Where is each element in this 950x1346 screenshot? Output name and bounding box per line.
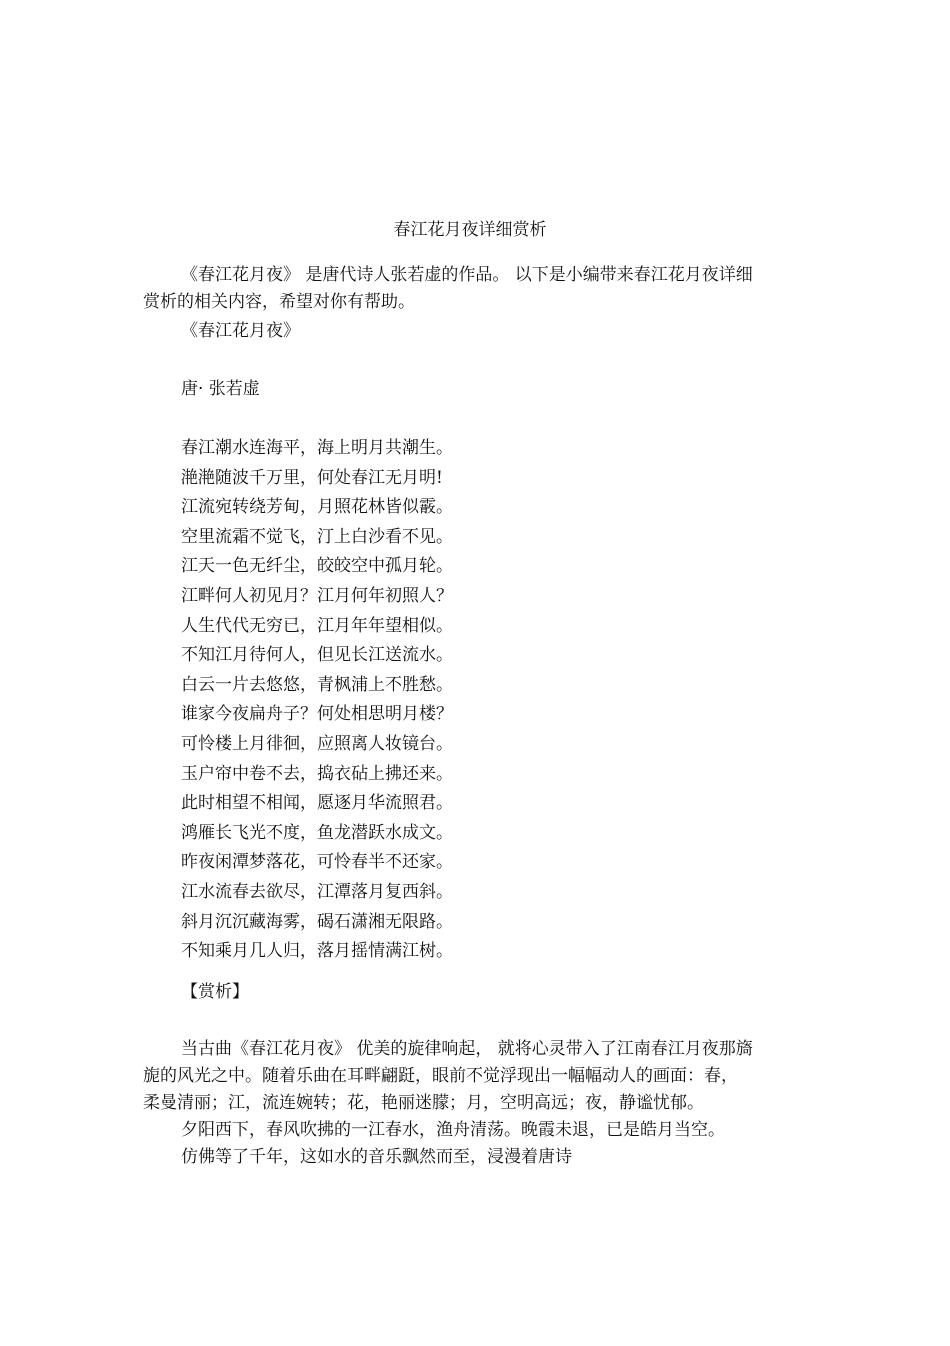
appreciation-heading: 【赏析】 xyxy=(181,982,249,1002)
poem-line: 江流宛转绕芳甸，月照花林皆似霰。 xyxy=(181,497,453,518)
appreciation-paragraph xyxy=(143,1036,803,1171)
poem-line: 谁家今夜扁舟子？何处相思明月楼？ xyxy=(181,704,453,725)
intro-line: 赏析的相关内容，希望对你有帮助。 xyxy=(143,292,415,312)
poem-line: 江水流春去欲尽，江潭落月复西斜。 xyxy=(181,881,453,902)
poem-line: 春江潮水连海平，海上明月共潮生。 xyxy=(181,438,453,458)
poem-line: 昨夜闲潭梦落花，可怜春半不还家。 xyxy=(181,852,453,873)
appreciation-line: 夕阳西下，春风吹拂的一江春水，渔舟清荡。晚霞未退，已是皓月当空。 xyxy=(181,1120,725,1140)
poem-line: 玉户帘中卷不去，捣衣砧上拂还来。 xyxy=(181,763,453,784)
poem-line: 可怜楼上月徘徊，应照离人妆镜台。 xyxy=(181,733,453,754)
appreciation-line: 当古曲《春江花月夜》 优美的旋律响起， 就将心灵带入了江南春江月夜那旖 xyxy=(181,1039,753,1059)
poem-line: 斜月沉沉藏海雾，碣石潇湘无限路。 xyxy=(181,911,453,932)
intro-line: 《春江花月夜》 是唐代诗人张若虚的作品。 以下是小编带来春江花月夜详细 xyxy=(181,265,753,285)
poem-line: 空里流霜不觉飞，汀上白沙看不见。 xyxy=(181,526,453,547)
poem-line: 江天一色无纤尘，皎皎空中孤月轮。 xyxy=(181,556,453,577)
poem-line: 不知乘月几人归，落月摇情满江树。 xyxy=(181,941,453,962)
poem-line: 此时相望不相闻，愿逐月华流照君。 xyxy=(181,793,453,814)
poem-body xyxy=(181,434,453,967)
poem-title: 《春江花月夜》 xyxy=(181,321,300,341)
poem-author: 唐· 张若虚 xyxy=(181,379,260,399)
appreciation-line: 柔曼清丽；江，流连婉转；花，艳丽迷朦；月，空明高远；夜，静谧忧郁。 xyxy=(143,1093,704,1113)
document-title: 春江花月夜详细赏析 xyxy=(393,220,547,240)
poem-line: 江畔何人初见月？江月何年初照人？ xyxy=(181,585,453,606)
appreciation-line: 旎的风光之中。随着乐曲在耳畔翩跹，眼前不觉浮现出一幅幅动人的画面：春， xyxy=(143,1066,738,1086)
poem-line: 不知江月待何人，但见长江送流水。 xyxy=(181,645,453,666)
poem-line: 白云一片去悠悠，青枫浦上不胜愁。 xyxy=(181,674,453,695)
poem-line: 人生代代无穷已，江月年年望相似。 xyxy=(181,615,453,636)
appreciation-line: 仿佛等了千年，这如水的音乐飘然而至，浸漫着唐诗 xyxy=(181,1147,572,1167)
poem-line: 滟滟随波千万里，何处春江无月明! xyxy=(181,467,443,488)
intro-paragraph xyxy=(143,262,803,316)
poem-line: 鸿雁长飞光不度，鱼龙潜跃水成文。 xyxy=(181,822,453,843)
